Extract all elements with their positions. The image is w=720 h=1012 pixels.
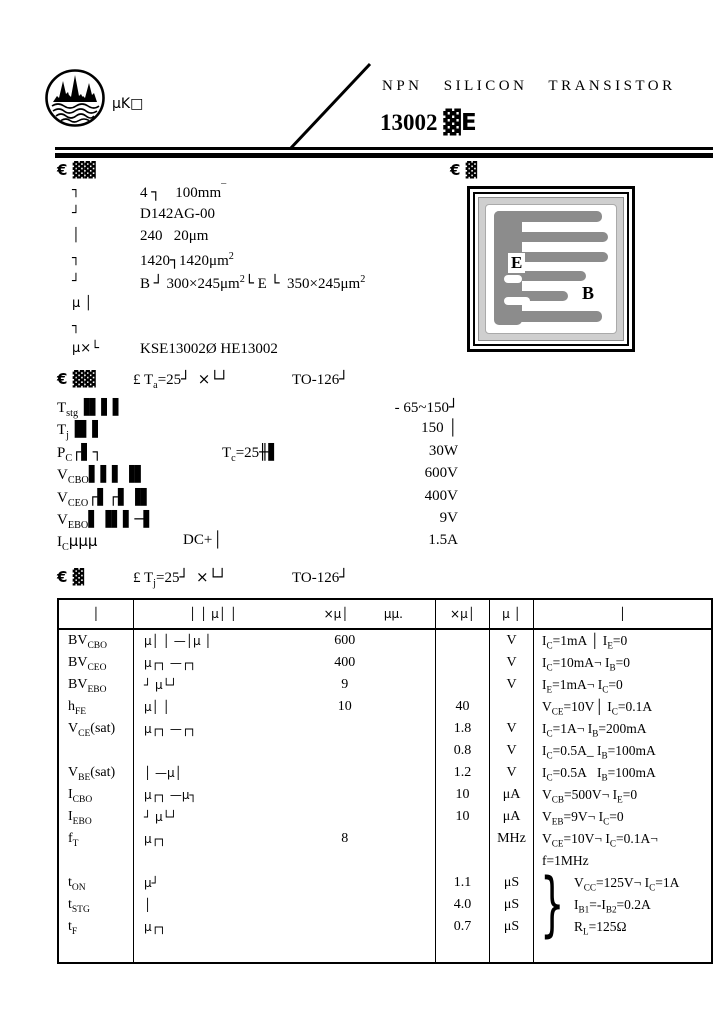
cell-max <box>435 850 489 872</box>
company-logo <box>44 68 106 128</box>
rating-condition: $T_c=25╫▌$ <box>222 443 280 464</box>
cell-limits: μ┌┐ —┌┐ <box>133 718 435 740</box>
rating-row <box>57 398 458 418</box>
section3-title-garbled: € ▓ <box>57 568 85 586</box>
cell-limits: μ│ │ —│μ │ 600 <box>133 630 435 652</box>
col-header-max: ×μ│ <box>435 600 489 630</box>
rating-symbol: $I_C\mu\mu\mu$ <box>57 532 98 553</box>
die-photo <box>485 204 617 334</box>
feature-row <box>0 296 460 316</box>
cell-unit: V <box>489 718 533 740</box>
section1-heading-left: € ▓▓ <box>57 161 96 179</box>
cell-limits: μ┌┐ —┌┐ 400 <box>133 652 435 674</box>
cell-unit: μS <box>489 916 533 938</box>
cell-symbol: $V_{BE}(sat)$ <box>68 765 116 783</box>
cell-unit: V <box>489 762 533 784</box>
rating-row <box>57 420 458 440</box>
feature-value: $1420┐1420\mu m^2$ <box>140 251 234 269</box>
rating-value: 150 │ <box>421 420 458 436</box>
cell-conditions: $V_{CC}=125V\neg$ $I_C=1A$ <box>533 872 711 894</box>
rating-condition: DC+│ <box>183 532 223 548</box>
cell-unit: μA <box>489 784 533 806</box>
cell-conditions: $I_E=1mA\neg$ $I_C=0$ <box>533 674 711 696</box>
cell-conditions: $I_C=10mA\neg$ $I_B=0$ <box>533 652 711 674</box>
die-photo-frame <box>467 186 635 352</box>
rating-symbol: $V_{EBO}▌▐▌▌─▌$ <box>57 510 155 531</box>
section3-package: TO-126┘ <box>292 568 349 586</box>
col-header-limits: │ │ μ│ │ ×μ│ μμ. <box>133 600 435 630</box>
feature-value: 240 20μm <box>140 228 209 244</box>
section2-conditions: £ $T_a=25┘$ ×└┘ <box>133 370 229 391</box>
feature-row <box>0 341 460 361</box>
section2-package: TO-126┘ <box>292 370 349 388</box>
cell-limits: μ│ │ 10 <box>133 696 435 718</box>
cell-limits <box>133 850 435 872</box>
cell-filler <box>435 938 489 962</box>
rating-row <box>57 465 458 485</box>
cell-max: 40 <box>435 696 489 718</box>
cell-symbol: $BV_{EBO}$ <box>68 677 107 695</box>
cell-max: 1.2 <box>435 762 489 784</box>
rating-symbol: $T_{stg}▐▌▌▌$ <box>57 398 125 419</box>
die-base-label: B <box>582 283 595 303</box>
cell-max <box>435 674 489 696</box>
part-number: 13002 <box>380 110 444 135</box>
cell-symbol: $V_{CE}(sat)$ <box>68 721 116 739</box>
rating-symbol: $V_{CEO}┌▌┌▌▐▌$ <box>57 488 153 509</box>
section2-heading <box>57 370 697 390</box>
cell-unit: μS <box>489 872 533 894</box>
cell-conditions: $V_{EB}=9V\neg$ $I_C=0$ <box>533 806 711 828</box>
cell-limits: │ —μ│ <box>133 762 435 784</box>
col-header-unit: μ │ <box>489 600 533 630</box>
cell-symbol: $h_{FE}$ <box>68 699 87 717</box>
die-photo-frame-inner <box>473 192 629 346</box>
cell-max: 4.0 <box>435 894 489 916</box>
cell-filler <box>133 938 435 962</box>
feature-row <box>0 274 460 294</box>
cell-conditions: $R_L=125\Omega$ <box>533 916 711 938</box>
rating-value: 1.5A <box>428 532 458 548</box>
cell-symbol: $I_{CBO}$ <box>68 787 93 805</box>
section3-heading <box>57 568 697 588</box>
rating-value: 9V <box>439 510 458 526</box>
section2-title-garbled: € ▓▓ <box>57 370 96 388</box>
cell-symbol: $t_F$ <box>68 919 78 937</box>
cell-max: 1.1 <box>435 872 489 894</box>
die-photo-pad <box>478 197 624 341</box>
cell-unit: V <box>489 652 533 674</box>
cell-limits: ┘ μ└┘ <box>133 806 435 828</box>
electrical-characteristics-table <box>57 598 713 964</box>
bullet-garbled: ┐ <box>72 183 80 198</box>
section1-heading-right: € ▓ <box>450 161 478 179</box>
rating-row <box>57 510 458 530</box>
rating-symbol: $P_C┌▌┐$ <box>57 443 102 464</box>
bullet-garbled: ┘ <box>72 206 80 221</box>
rating-value: 30W <box>428 443 458 459</box>
feature-value: 4 ┐ 100mm¯ <box>140 183 227 201</box>
cell-conditions: $I_{B1}=-I_{B2}=0.2A$ <box>533 894 711 916</box>
cell-symbol: $f_T$ <box>68 831 79 849</box>
cell-unit: MHz <box>489 828 533 850</box>
cell-unit: μS <box>489 894 533 916</box>
bullet-garbled: ┘ <box>72 274 80 289</box>
rating-value: - 65~150┘ <box>394 398 458 416</box>
header-rule-thin <box>55 147 713 150</box>
cell-conditions: $V_{CE}=10V\neg$ $I_C=0.1A\neg$ <box>533 828 711 850</box>
cell-max <box>435 828 489 850</box>
cell-max: 0.8 <box>435 740 489 762</box>
cell-max: 0.7 <box>435 916 489 938</box>
section3-conditions: £ $T_j=25┘$ ×└┘ <box>133 568 227 589</box>
part-suffix-garbled: ▓E <box>443 110 477 136</box>
rating-row <box>57 488 458 508</box>
conditions-group-brace: } <box>540 863 565 945</box>
cell-max <box>435 652 489 674</box>
cell-symbol <box>59 850 133 872</box>
rating-symbol: $V_{CBO}▌▌▌▐▌$ <box>57 465 147 486</box>
header-rule-thick <box>55 153 713 158</box>
cell-conditions: $V_{CE}=10V│$ $I_C=0.1A$ <box>533 696 711 718</box>
feature-row <box>0 251 460 271</box>
bullet-garbled: │ <box>72 228 80 243</box>
cell-symbol <box>59 740 133 762</box>
cell-unit: μA <box>489 806 533 828</box>
bullet-garbled: μ │ <box>72 296 93 311</box>
cell-limits: μ┌┐ <box>133 916 435 938</box>
cell-limits: ┘ μ└┘ 9 <box>133 674 435 696</box>
rating-symbol: $T_j▐▌▌$ <box>57 420 104 441</box>
cell-max: 10 <box>435 806 489 828</box>
cell-unit: V <box>489 740 533 762</box>
rating-row <box>57 532 458 552</box>
feature-value: KSE13002Ø HE13002 <box>140 341 278 357</box>
rating-row <box>57 443 458 463</box>
cell-conditions: $I_C=0.5A\_$ $I_B=100mA$ <box>533 740 711 762</box>
feature-row <box>0 319 460 339</box>
cell-symbol: $BV_{CBO}$ <box>68 633 108 651</box>
cell-limits <box>133 740 435 762</box>
cell-unit: V <box>489 630 533 652</box>
feature-row <box>0 206 460 226</box>
cell-filler <box>59 938 133 962</box>
cell-limits: μ┌┐ 8 <box>133 828 435 850</box>
cell-symbol: $t_{ON}$ <box>68 875 86 893</box>
feature-value: B ┘ $300\times 245\mu m^2└$ E └ $350\times 245\mu m^2$ <box>140 274 366 292</box>
feature-row <box>0 183 460 203</box>
col-header-conditions: │ <box>533 600 711 630</box>
cell-limits: μ┘ <box>133 872 435 894</box>
cell-unit <box>489 696 533 718</box>
col-header-symbol: │ <box>59 600 133 630</box>
cell-conditions: f=1MHz <box>533 850 711 872</box>
cell-symbol: $BV_{CEO}$ <box>68 655 107 673</box>
cell-conditions: $I_C=0.5A$ $I_B=100mA$ <box>533 762 711 784</box>
bullet-garbled: μ×└ <box>72 341 99 356</box>
cell-max: 10 <box>435 784 489 806</box>
cell-unit: V <box>489 674 533 696</box>
cell-max <box>435 630 489 652</box>
cell-filler <box>489 938 533 962</box>
die-emitter-label: E <box>508 253 525 273</box>
cell-limits: μ┌┐ —μ┐ <box>133 784 435 806</box>
cell-symbol: $I_{EBO}$ <box>68 809 92 827</box>
cell-conditions: $V_{CB}=500V\neg$ $I_E=0$ <box>533 784 711 806</box>
rating-value: 600V <box>424 465 458 481</box>
logo-caption-garbled: μK□ <box>112 96 144 112</box>
cell-unit <box>489 850 533 872</box>
header-diagonal-line <box>280 58 380 153</box>
feature-row <box>0 228 460 248</box>
bullet-garbled: ┐ <box>72 251 80 266</box>
part-number-title <box>380 110 477 136</box>
bullet-garbled: ┐ <box>72 319 80 334</box>
cell-limits: │ <box>133 894 435 916</box>
cell-symbol: $t_{STG}$ <box>68 897 90 915</box>
cell-conditions: $I_C=1A\neg$ $I_B=200mA$ <box>533 718 711 740</box>
cell-conditions: $I_C=1mA$ │ $I_E=0$ <box>533 630 711 652</box>
die-metal-pattern <box>486 205 624 337</box>
cell-max: 1.8 <box>435 718 489 740</box>
feature-value: D142AG-00 <box>140 206 215 222</box>
product-line-title: NPN SILICON TRANSISTOR <box>382 78 676 94</box>
rating-value: 400V <box>424 488 458 504</box>
